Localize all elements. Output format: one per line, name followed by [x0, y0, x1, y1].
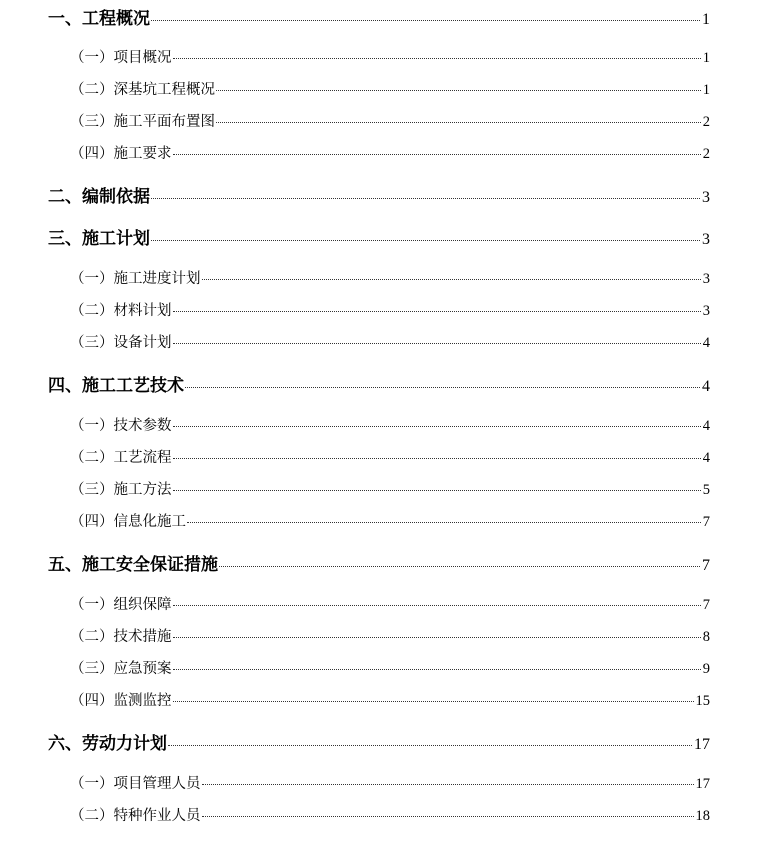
toc-entry-title: （一）项目管理人员 [70, 776, 201, 792]
dot-leader [173, 701, 694, 702]
toc-entry-title: （三）施工方法 [70, 482, 172, 498]
toc-entry-page: 1 [702, 82, 710, 98]
toc-entry-title: 四、施工工艺技术 [48, 376, 184, 396]
dot-leader [216, 122, 701, 123]
toc-entry-section[interactable] [70, 446, 710, 467]
toc-entry-page: 7 [702, 597, 710, 613]
toc-entry-page: 3 [702, 271, 710, 287]
dot-leader [173, 458, 701, 459]
toc-entry-section[interactable] [70, 142, 710, 163]
toc-entry-page: 7 [702, 514, 710, 530]
toc-entry-title: （三）设备计划 [70, 335, 172, 351]
toc-entry-title: （三）施工平面布置图 [70, 114, 215, 130]
toc-entry-title: （一）组织保障 [70, 597, 172, 613]
toc-entry-page: 4 [702, 450, 710, 466]
dot-leader [202, 784, 694, 785]
dot-leader [216, 90, 701, 91]
toc-entry-title: （二）深基坑工程概况 [70, 82, 215, 98]
toc-entry-title: 五、施工安全保证措施 [48, 555, 218, 575]
toc-entry-section[interactable] [70, 804, 710, 825]
toc-entry-title: （一）施工进度计划 [70, 271, 201, 287]
toc-entry-page: 3 [702, 231, 710, 248]
toc-entry-title: （二）工艺流程 [70, 450, 172, 466]
toc-entry-page: 4 [702, 418, 710, 434]
dot-leader [173, 637, 701, 638]
toc-entry-page: 4 [702, 335, 710, 351]
dot-leader [173, 343, 701, 344]
dot-leader [173, 490, 701, 491]
toc-entry-page: 3 [702, 303, 710, 319]
toc-entry-section[interactable] [70, 414, 710, 435]
toc-entry-page: 1 [702, 50, 710, 66]
toc-entry-page: 2 [702, 114, 710, 130]
toc-entry-section[interactable] [70, 593, 710, 614]
toc-entry-section[interactable] [70, 772, 710, 793]
toc-entry-section[interactable] [70, 625, 710, 646]
toc-entry-chapter-2[interactable] [48, 182, 710, 207]
toc-entry-title: （二）材料计划 [70, 303, 172, 319]
dot-leader [173, 154, 701, 155]
toc-entry-title: （一）技术参数 [70, 418, 172, 434]
toc-entry-section[interactable] [70, 478, 710, 499]
toc-entry-section[interactable] [70, 46, 710, 67]
dot-leader [202, 816, 694, 817]
toc-entry-page: 17 [695, 776, 710, 792]
dot-leader [151, 20, 700, 21]
toc-entry-chapter-4[interactable] [48, 371, 710, 396]
dot-leader [173, 605, 701, 606]
toc-entry-title: （四）信息化施工 [70, 514, 186, 530]
dot-leader [173, 669, 701, 670]
dot-leader [173, 426, 701, 427]
toc-entry-section[interactable] [70, 267, 710, 288]
toc-entry-section[interactable] [70, 510, 710, 531]
dot-leader [168, 745, 692, 746]
toc-entry-section[interactable] [70, 331, 710, 352]
toc-entry-section[interactable] [70, 689, 710, 710]
toc-entry-page: 5 [702, 482, 710, 498]
toc-entry-title: 二、编制依据 [48, 187, 150, 207]
dot-leader [185, 387, 700, 388]
dot-leader [173, 58, 701, 59]
toc-entry-page: 15 [695, 693, 710, 709]
toc-entry-title: （三）应急预案 [70, 661, 172, 677]
toc-entry-title: （一）项目概况 [70, 50, 172, 66]
toc-entry-page: 1 [702, 11, 710, 28]
toc-entry-page: 3 [702, 189, 710, 206]
dot-leader [219, 566, 700, 567]
toc-entry-section[interactable] [70, 78, 710, 99]
toc-entry-title: （二）技术措施 [70, 629, 172, 645]
toc-entry-title: 六、劳动力计划 [48, 734, 167, 754]
dot-leader [151, 240, 700, 241]
dot-leader [202, 279, 701, 280]
toc-entry-section[interactable] [70, 299, 710, 320]
toc-entry-page: 9 [702, 661, 710, 677]
toc-entry-title: （四）施工要求 [70, 146, 172, 162]
toc-entry-chapter-1[interactable] [48, 4, 710, 29]
toc-entry-title: （二）特种作业人员 [70, 808, 201, 824]
toc-entry-page: 18 [695, 808, 710, 824]
toc-entry-page: 8 [702, 629, 710, 645]
toc-entry-title: （四）监测监控 [70, 693, 172, 709]
toc-entry-title: 三、施工计划 [48, 229, 150, 249]
dot-leader [173, 311, 701, 312]
dot-leader [187, 522, 701, 523]
toc-entry-title: 一、工程概况 [48, 9, 150, 29]
toc-entry-chapter-6[interactable] [48, 729, 710, 754]
toc-entry-chapter-3[interactable] [48, 224, 710, 249]
toc-entry-page: 7 [702, 557, 710, 574]
toc-entry-page: 4 [702, 378, 710, 395]
toc-entry-section[interactable] [70, 657, 710, 678]
dot-leader [151, 198, 700, 199]
toc-entry-section[interactable] [70, 110, 710, 131]
toc-entry-page: 17 [694, 736, 710, 753]
toc-entry-chapter-5[interactable] [48, 550, 710, 575]
toc-entry-page: 2 [702, 146, 710, 162]
